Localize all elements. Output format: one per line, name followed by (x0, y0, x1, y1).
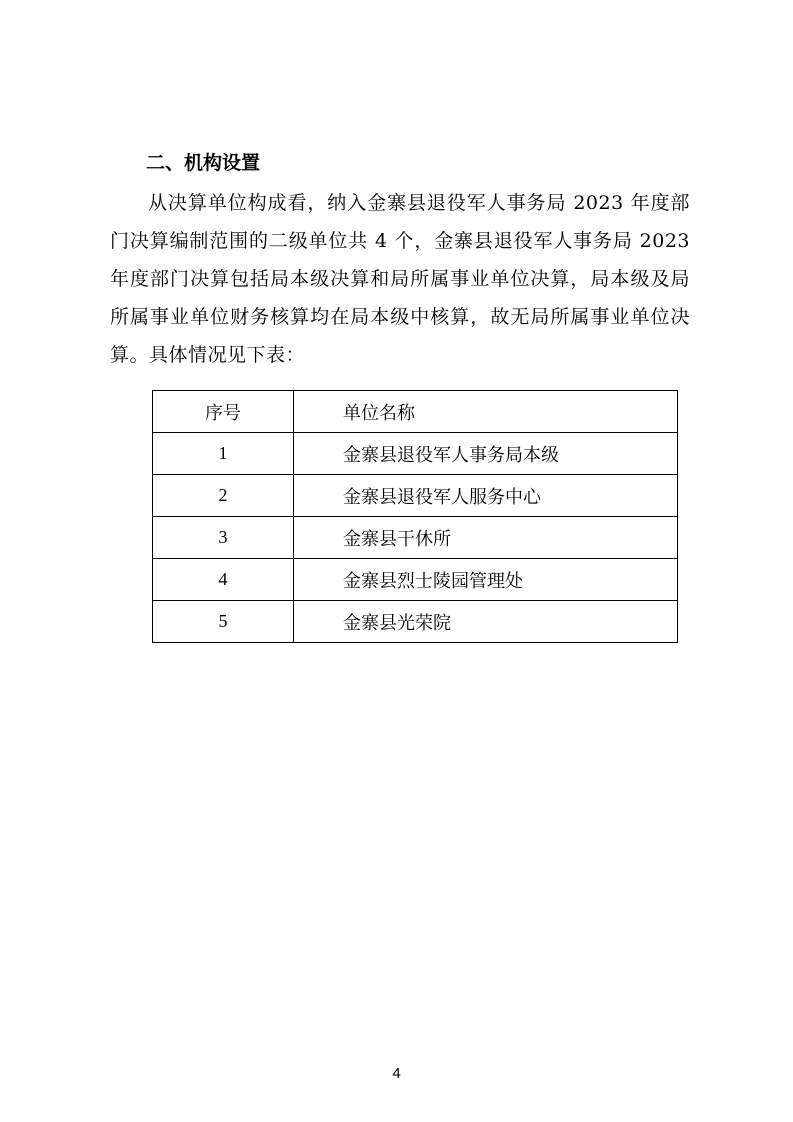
table-row (153, 433, 678, 475)
row-unit-name: 金寨县干休所 (294, 517, 678, 559)
row-index: 3 (153, 517, 294, 559)
units-table (152, 390, 678, 643)
body-paragraph: 从决算单位构成看，纳入金寨县退役军人事务局 2023 年度部门决算编制范围的二级单位共 4 个，金寨县退役军人事务局 2023 年度部门决算包括局本级决算和局所属事业单位决算，局本级及局所属事业单位财务核算均在局本级中核算，故无局所属事业单位决算。具体情况见下表： (110, 192, 690, 366)
table-row (153, 601, 678, 643)
table-row (153, 517, 678, 559)
row-unit-name: 金寨县烈士陵园管理处 (294, 559, 678, 601)
table-header-row (153, 391, 678, 433)
header-unit-name: 单位名称 (294, 391, 678, 433)
row-unit-name: 金寨县退役军人服务中心 (294, 475, 678, 517)
row-index: 1 (153, 433, 294, 475)
section-heading: 二、机构设置 (146, 152, 261, 174)
row-index: 2 (153, 475, 294, 517)
row-index: 4 (153, 559, 294, 601)
row-index: 5 (153, 601, 294, 643)
table-row (153, 559, 678, 601)
page-number: 4 (392, 1065, 401, 1082)
row-unit-name: 金寨县光荣院 (294, 601, 678, 643)
header-index: 序号 (153, 391, 294, 433)
row-unit-name: 金寨县退役军人事务局本级 (294, 433, 678, 475)
table-row (153, 475, 678, 517)
